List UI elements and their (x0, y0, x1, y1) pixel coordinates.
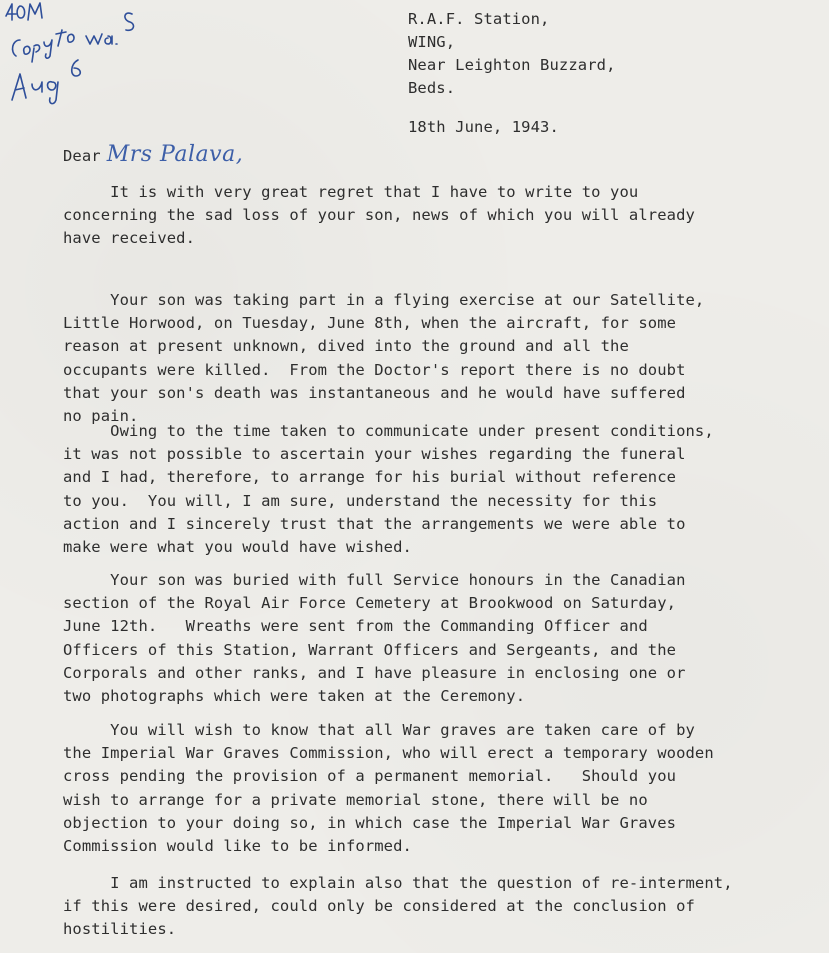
text-line: action and I sincerely trust that the arrangements we were able to (63, 514, 686, 533)
text-line: I am instructed to explain also that the question of re-interment, (63, 874, 733, 892)
letter-date: 18th June, 1943. (408, 118, 559, 136)
handwritten-margin-note (4, 0, 154, 110)
text-line: reason at present unknown, dived into the ground and all the (63, 337, 629, 356)
body-paragraph-6 (63, 872, 829, 942)
text-line: Your son was buried with full Service honours in the Canadian (63, 571, 686, 589)
body-paragraph-2 (63, 289, 829, 428)
text-line: Commission would like to be informed. (63, 837, 412, 856)
text-line: Corporals and other ranks, and I have pleasure in enclosing one or (63, 663, 686, 682)
text-line: Little Horwood, on Tuesday, June 8th, when the aircraft, for some (63, 314, 677, 333)
text-line: it was not possible to ascertain your wishes regarding the funeral (63, 445, 686, 464)
text-line: June 12th. Wreaths were sent from the Commanding Officer and (63, 617, 648, 636)
text-line: no pain. (63, 407, 139, 426)
body-paragraph-1 (63, 181, 829, 251)
text-line: objection to your doing so, in which case the Imperial War Graves (63, 813, 677, 832)
text-line: if this were desired, could only be considered at the conclusion of (63, 897, 695, 916)
text-line: that your son's death was instantaneous and he would have suffered (63, 383, 686, 402)
text-line: to you. You will, I am sure, understand the necessity for this (63, 491, 658, 510)
text-line: and I had, therefore, to arrange for his burial without reference (63, 468, 677, 487)
salutation (63, 142, 243, 167)
recipient-name-handwritten: Mrs Palava, (106, 142, 244, 167)
text-line: You will wish to know that all War graves are taken care of by (63, 721, 695, 739)
text-line: the Imperial War Graves Commission, who will erect a temporary wooden (63, 744, 714, 763)
body-paragraph-4 (63, 569, 829, 708)
text-line: cross pending the provision of a permanent memorial. Should you (63, 767, 677, 786)
sender-address (408, 8, 616, 100)
text-line: It is with very great regret that I have to write to you (63, 183, 639, 201)
text-line: Your son was taking part in a flying exercise at our Satellite, (63, 291, 705, 309)
text-line: occupants were killed. From the Doctor's report there is no doubt (63, 360, 686, 379)
text-line: two photographs which were taken at the Ceremony. (63, 687, 526, 706)
text-line: hostilities. (63, 920, 177, 939)
text-line: Owing to the time taken to communicate under present conditions, (63, 422, 714, 440)
text-line: make were what you would have wished. (63, 538, 412, 557)
handwritten-margin-note-drawing (4, 0, 154, 110)
body-paragraph-5 (63, 719, 829, 858)
address-line: WING, (408, 33, 456, 51)
salutation-dear: Dear (63, 147, 101, 165)
text-line: Officers of this Station, Warrant Officers and Sergeants, and the (63, 640, 677, 659)
body-paragraph-3 (63, 420, 829, 559)
text-line: section of the Royal Air Force Cemetery at Brookwood on Saturday, (63, 594, 677, 613)
text-line: wish to arrange for a private memorial stone, there will be no (63, 790, 648, 809)
text-line: concerning the sad loss of your son, news of which you will already (63, 206, 695, 225)
text-line: have received. (63, 229, 196, 248)
address-line: Beds. (408, 79, 456, 97)
address-line: Near Leighton Buzzard, (408, 56, 616, 74)
address-line: R.A.F. Station, (408, 10, 550, 28)
